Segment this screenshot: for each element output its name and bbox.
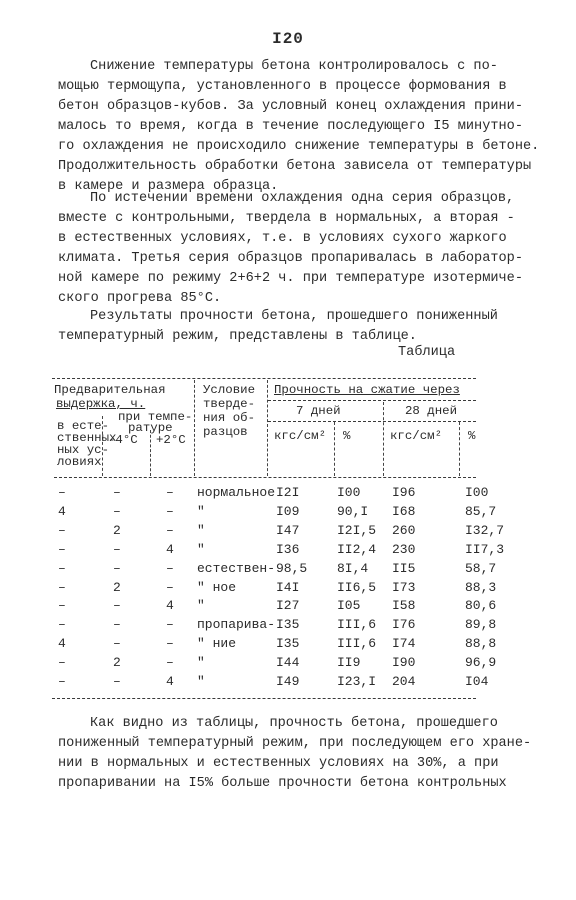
header-percent: % <box>468 429 476 443</box>
table-cell-c1: – <box>58 674 66 689</box>
table-rule-mid <box>54 477 476 478</box>
table-cell-c2: – <box>113 598 121 614</box>
table-rule-bottom <box>52 698 476 699</box>
table-rule-sub <box>268 400 476 401</box>
table-caption: Таблица <box>398 345 456 360</box>
table-cell-s28: II5 <box>392 560 416 576</box>
header-natural: в есте- <box>57 419 110 433</box>
table-cell-c1: 4 <box>58 636 66 652</box>
header-temp-ratura: ратуре <box>128 421 173 435</box>
text-line: малось то время, когда в течение последующего I5 минутно- <box>58 119 523 134</box>
header-percent: % <box>343 429 351 443</box>
table-cell-cond: " ние <box>197 636 237 652</box>
table-cell-c2: 2 <box>113 522 121 538</box>
table-cell-p7: I00 <box>337 485 361 500</box>
table-cell-s7: I49 <box>276 674 300 689</box>
table-cell-cond: " <box>197 674 205 689</box>
table-cell-c1: – <box>58 522 66 538</box>
table-cell-cond: " <box>197 503 205 519</box>
header-condition: разцов <box>203 425 248 439</box>
header-preliminary: Предварительная <box>54 383 166 397</box>
table-cell-c3: – <box>166 579 174 595</box>
header-unit: кгс/см² <box>274 429 327 443</box>
table-cell-p7: I2I,5 <box>337 522 377 538</box>
header-days-28: 28 дней <box>405 404 458 418</box>
header-plus2: +2°С <box>156 433 186 447</box>
table-cell-p28: II7,3 <box>465 541 505 557</box>
header-natural: ственных <box>57 431 117 445</box>
header-strength: Прочность на сжатие через <box>274 383 460 397</box>
table-cell-s28: 230 <box>392 541 416 557</box>
table-vrule <box>194 380 195 476</box>
table-cell-p7: I05 <box>337 598 361 614</box>
table-cell-p28: 85,7 <box>465 503 497 519</box>
text-line: бетон образцов-кубов. За условный конец охлаждения прини- <box>58 99 523 114</box>
text-line: мощью термощупа, установленного в процессе формования в <box>58 79 507 94</box>
table-cell-c3: 4 <box>166 541 174 557</box>
table-cell-p7: II6,5 <box>337 579 377 595</box>
table-rule-top <box>52 378 476 379</box>
table-cell-p7: II2,4 <box>337 541 377 557</box>
table-cell-c2: 2 <box>113 579 121 595</box>
table-cell-p7: 8I,4 <box>337 560 369 576</box>
table-cell-cond: нормальное <box>197 485 276 500</box>
table-cell-c1: – <box>58 655 66 671</box>
table-cell-c1: – <box>58 617 66 633</box>
text-line: Продолжительность обработки бетона зависела от температуры <box>58 159 532 174</box>
table-cell-c2: – <box>113 636 121 652</box>
table-cell-p28: 89,8 <box>465 617 497 633</box>
text-line: температурный режим, представлены в таблице. <box>58 329 417 344</box>
header-unit: кгс/см² <box>390 429 443 443</box>
table-cell-s7: I47 <box>276 522 300 538</box>
table-cell-cond: естествен- <box>197 560 276 576</box>
table-cell-cond: " <box>197 655 205 671</box>
table-vrule <box>267 380 268 476</box>
text-line: го охлаждения не происходило снижение температуры в бетоне. <box>58 139 540 154</box>
table-vrule <box>150 430 151 476</box>
header-condition: ния об- <box>203 411 256 425</box>
text-line: климата. Третья серия образцов пропаривалась в лаборатор- <box>58 251 523 266</box>
table-cell-p28: 58,7 <box>465 560 497 576</box>
table-cell-c1: – <box>58 598 66 614</box>
table-cell-s7: I2I <box>276 485 300 500</box>
table-cell-c3: – <box>166 560 174 576</box>
text-line: нии в нормальных и естественных условиях на 30%, а при <box>58 756 499 771</box>
table-cell-s7: I36 <box>276 541 300 557</box>
text-line: ной камере по режиму 2+6+2 ч. при температуре изотермиче- <box>58 271 523 286</box>
table-cell-p28: 96,9 <box>465 655 497 671</box>
page-number: I20 <box>272 30 304 48</box>
text-line: пропаривании на I5% больше прочности бетона контрольных <box>58 776 507 791</box>
table-cell-c3: – <box>166 655 174 671</box>
table-cell-p7: III,6 <box>337 617 377 633</box>
table-cell-s28: I68 <box>392 503 416 519</box>
table-cell-s28: I58 <box>392 598 416 614</box>
table-cell-c1: 4 <box>58 503 66 519</box>
table-cell-s28: I73 <box>392 579 416 595</box>
table-cell-s7: I27 <box>276 598 300 614</box>
table-cell-cond: " <box>197 598 205 614</box>
table-cell-p28: 88,3 <box>465 579 497 595</box>
table-cell-p28: I32,7 <box>465 522 505 538</box>
table-cell-s28: I96 <box>392 485 416 500</box>
table-cell-c2: – <box>113 560 121 576</box>
table-cell-c2: – <box>113 485 121 500</box>
text-line: пониженный температурный режим, при последующем его хране- <box>58 736 532 751</box>
table-cell-s28: I74 <box>392 636 416 652</box>
text-line: Результаты прочности бетона, прошедшего пониженный <box>90 309 498 324</box>
text-line: вместе с контрольными, твердела в нормальных, а вторая - <box>58 211 515 226</box>
table-cell-c3: 4 <box>166 598 174 614</box>
table-cell-c1: – <box>58 560 66 576</box>
table-cell-cond: " <box>197 522 205 538</box>
table-cell-p7: III,6 <box>337 636 377 652</box>
table-cell-p7: II9 <box>337 655 361 671</box>
header-days-7: 7 дней <box>296 404 341 418</box>
table-cell-cond: " <box>197 541 205 557</box>
text-line: Снижение температуры бетона контролировалось с по- <box>90 59 498 74</box>
table-cell-s28: I76 <box>392 617 416 633</box>
header-exposure: выдержка, ч. <box>56 397 146 411</box>
table-cell-s7: I35 <box>276 636 300 652</box>
text-line: По истечении времени охлаждения одна серия образцов, <box>90 191 515 206</box>
table-cell-c3: – <box>166 503 174 519</box>
table-cell-c1: – <box>58 579 66 595</box>
table-cell-c2: 2 <box>113 655 121 671</box>
table-cell-c3: 4 <box>166 674 174 689</box>
table-cell-s7: 98,5 <box>276 560 308 576</box>
table-cell-c2: – <box>113 503 121 519</box>
text-line: в естественных условиях, т.е. в условиях сухого жаркого <box>58 231 507 246</box>
table-cell-cond: " ное <box>197 579 237 595</box>
table-cell-p7: I23,I <box>337 674 377 689</box>
header-minus4: -4°С <box>108 433 138 447</box>
table-cell-p28: 88,8 <box>465 636 497 652</box>
table-cell-c3: – <box>166 617 174 633</box>
table-cell-s7: I09 <box>276 503 300 519</box>
table-cell-c1: – <box>58 541 66 557</box>
text-line: в камере и размера образца. <box>58 179 279 194</box>
table-vrule <box>459 422 460 476</box>
table-cell-p28: 80,6 <box>465 598 497 614</box>
table-cell-s28: I90 <box>392 655 416 671</box>
table-cell-cond: пропарива- <box>197 617 276 633</box>
table-cell-c3: – <box>166 485 174 500</box>
table-cell-c1: – <box>58 485 66 500</box>
table-cell-s28: 204 <box>392 674 416 689</box>
table-cell-s7: I35 <box>276 617 300 633</box>
header-condition: тверде- <box>203 397 256 411</box>
header-temp-at: при темпе- <box>118 410 193 424</box>
table-cell-s7: I44 <box>276 655 300 671</box>
header-natural: ловиях <box>57 455 102 469</box>
text-line: Как видно из таблицы, прочность бетона, прошедшего <box>90 716 498 731</box>
table-vrule <box>334 422 335 476</box>
table-cell-c2: – <box>113 617 121 633</box>
table-cell-c2: – <box>113 674 121 689</box>
table-vrule <box>383 402 384 476</box>
table-cell-p28: I00 <box>465 485 489 500</box>
text-line: ского прогрева 85°С. <box>58 291 222 306</box>
table-cell-s7: I4I <box>276 579 300 595</box>
header-condition: Условие <box>203 383 256 397</box>
table-cell-p7: 90,I <box>337 503 369 519</box>
table-cell-p28: I04 <box>465 674 489 689</box>
table-cell-c3: – <box>166 522 174 538</box>
table-rule-sub <box>268 421 476 422</box>
table-cell-s28: 260 <box>392 522 416 538</box>
table-cell-c3: – <box>166 636 174 652</box>
header-natural: ных ус- <box>57 443 110 457</box>
table-cell-c2: – <box>113 541 121 557</box>
